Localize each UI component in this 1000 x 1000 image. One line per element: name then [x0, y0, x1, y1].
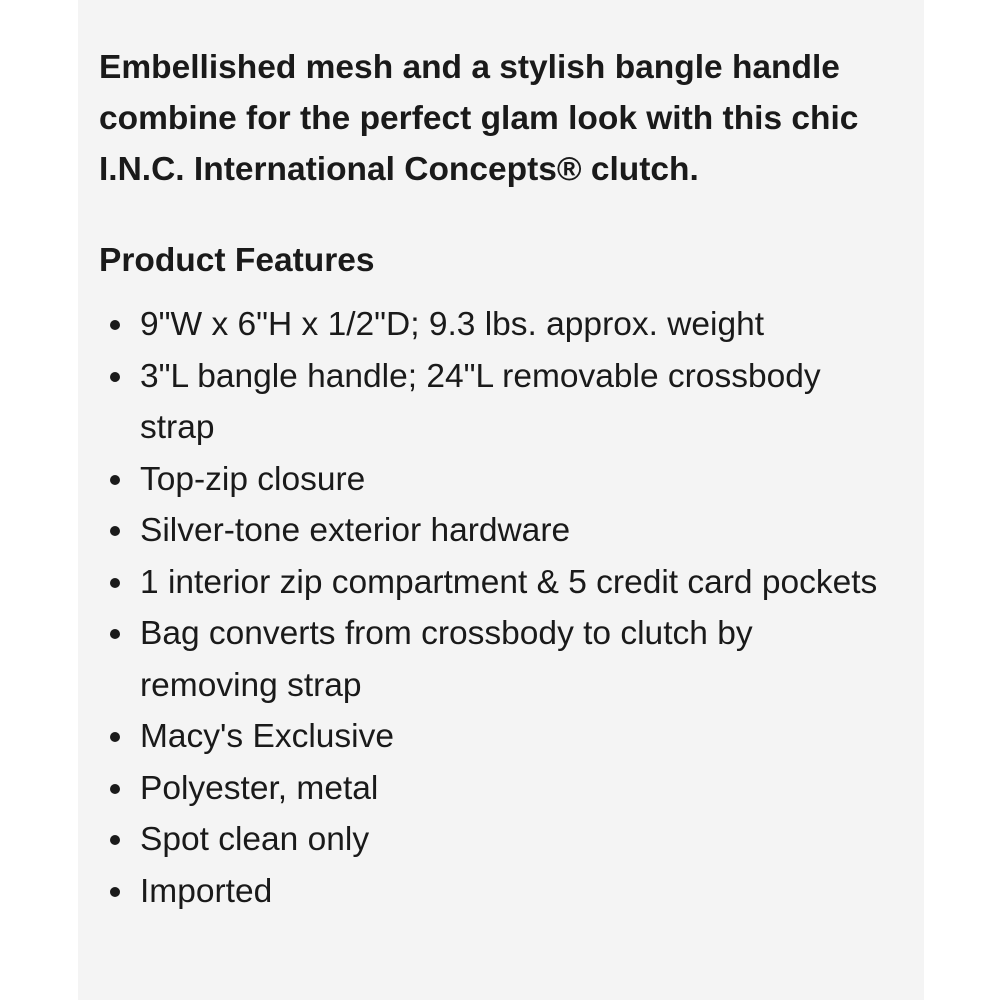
- feature-item-material: [99, 763, 889, 815]
- bullet-icon: [110, 629, 120, 639]
- product-features-heading: Product Features: [99, 242, 375, 279]
- feature-text: Macy's Exclusive: [140, 718, 394, 755]
- feature-text: Polyester, metal: [140, 769, 379, 807]
- feature-item-care: [99, 814, 889, 866]
- product-description: Embellished mesh and a stylish bangle handle combine for the perfect glam look with this chic I.N.C. International Concepts® clutch.: [99, 49, 859, 188]
- product-details-panel: [78, 0, 924, 1000]
- feature-item-dimensions: [99, 299, 889, 351]
- feature-item-closure: [99, 454, 889, 506]
- feature-text: Top-zip closure: [140, 460, 366, 498]
- feature-text: 1 interior zip compartment & 5 credit card pockets: [140, 563, 878, 601]
- bullet-icon: [110, 320, 120, 330]
- feature-text: Silver-tone exterior hardware: [140, 512, 571, 549]
- product-features-list: [99, 299, 889, 917]
- feature-item-origin: [99, 866, 889, 918]
- bullet-icon: [110, 578, 120, 588]
- bullet-icon: [110, 475, 120, 485]
- feature-item-handle-strap: [99, 351, 889, 454]
- bullet-icon: [110, 372, 120, 382]
- feature-text: Bag converts from crossbody to clutch by removing strap: [140, 615, 753, 704]
- feature-text: 9"W x 6"H x 1/2"D; 9.3 lbs. approx. weight: [140, 306, 765, 343]
- bullet-icon: [110, 887, 120, 897]
- bullet-icon: [110, 835, 120, 845]
- feature-text: Imported: [140, 872, 273, 910]
- feature-item-exclusive: [99, 711, 889, 763]
- bullet-icon: [110, 526, 120, 536]
- feature-item-hardware: [99, 505, 889, 557]
- feature-item-interior: [99, 557, 889, 609]
- bullet-icon: [110, 732, 120, 742]
- bullet-icon: [110, 784, 120, 794]
- feature-item-convertible: [99, 608, 889, 711]
- feature-text: Spot clean only: [140, 821, 370, 858]
- feature-text: 3"L bangle handle; 24"L removable crossbody strap: [140, 357, 821, 446]
